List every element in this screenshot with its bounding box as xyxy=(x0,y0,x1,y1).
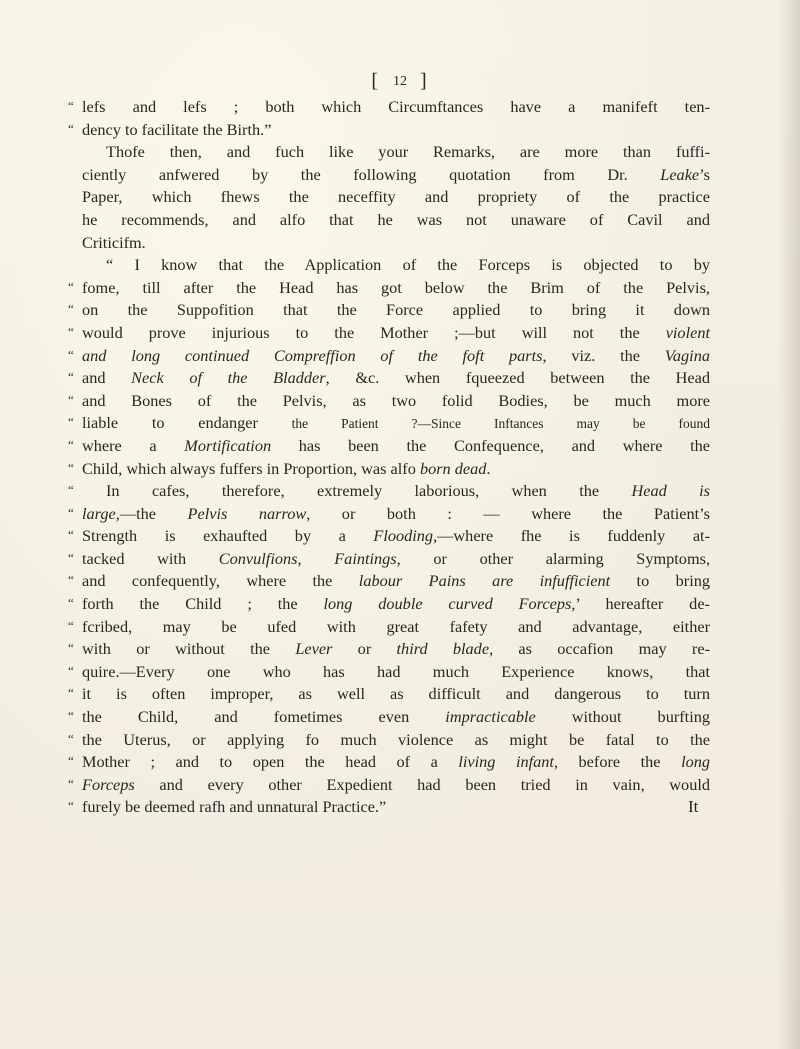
line-text: lefs and lefs ; both which Circumftances have a manifeft ten- xyxy=(82,97,710,116)
quote-mark: “ xyxy=(68,120,74,136)
text-line xyxy=(68,774,710,797)
line-text: quire.—Every one who has had much Experience knows, that xyxy=(82,661,710,681)
text-line xyxy=(68,570,710,593)
right-bracket: ] xyxy=(420,70,429,92)
quote-mark: “ xyxy=(68,595,74,611)
text-line xyxy=(68,435,711,458)
quote-mark: “ xyxy=(68,414,74,430)
quote-mark: “ xyxy=(68,798,74,814)
text-line xyxy=(68,367,710,390)
line-text: Forceps and every other Expedient had been tried in vain, would xyxy=(82,774,710,794)
text-line xyxy=(68,525,711,548)
line-text: the Uterus, or applying fo much violence as might be fatal to the xyxy=(82,729,710,749)
text-line xyxy=(68,458,710,481)
quote-mark: “ xyxy=(68,504,74,520)
text-line xyxy=(68,729,710,752)
quote-mark: “ xyxy=(68,278,74,294)
quote-mark: “ xyxy=(68,436,74,452)
line-text: furely be deemed rafh and unnatural Practice.” xyxy=(82,797,387,817)
text-line xyxy=(68,751,711,774)
text-line xyxy=(68,503,711,526)
page-number: 12 xyxy=(393,74,407,89)
quote-mark: “ xyxy=(68,572,74,588)
quote-mark: “ xyxy=(68,753,74,769)
line-text: the Child, and fometimes even impracticable without burfting xyxy=(82,707,711,727)
line-text: he recommends, and alfo that he was not unaware of Cavil and xyxy=(82,209,710,229)
text-line xyxy=(68,683,710,706)
text-line xyxy=(68,119,710,142)
line-text: with or without the Lever or third blade, as occafion may re- xyxy=(82,639,710,659)
body-text xyxy=(68,96,711,819)
text-line xyxy=(68,345,710,368)
line-text: dency to facilitate the Birth.” xyxy=(82,119,272,139)
text-line xyxy=(68,412,710,435)
line-text: “ I know that the Application of the Forceps is objected to by xyxy=(106,255,710,275)
text-line xyxy=(68,299,710,322)
line-text: Thofe then, and fuch like your Remarks, are more than fuffi- xyxy=(106,142,710,162)
catchword: It xyxy=(688,797,699,816)
line-text: liable to endanger the Patient ?—Since Inftances may be found xyxy=(82,413,710,433)
quote-mark: “ xyxy=(68,482,74,498)
quote-mark: “ xyxy=(68,685,74,701)
line-text: and confequently, where the labour Pains are infufficient to bring xyxy=(82,571,710,591)
line-text: it is often improper, as well as difficult and dangerous to turn xyxy=(82,684,710,704)
quote-mark: “ xyxy=(68,708,74,724)
page-edge-shadow xyxy=(778,0,800,1049)
quote-mark: “ xyxy=(68,301,74,317)
text-line xyxy=(68,96,710,119)
line-text: would prove injurious to the Mother ;—but will not the violent xyxy=(82,322,710,342)
line-text: on the Suppofition that the Force applied to bring it down xyxy=(82,300,710,320)
quote-mark: “ xyxy=(68,730,74,746)
text-line xyxy=(68,322,710,345)
text-line xyxy=(82,209,710,232)
quote-mark: “ xyxy=(68,617,74,633)
line-text: In cafes, therefore, extremely laborious, when the Head is xyxy=(106,481,710,501)
quote-mark: “ xyxy=(68,98,74,113)
line-text: and Bones of the Pelvis, as two folid Bodies, be much more xyxy=(82,390,710,410)
line-text: Mother ; and to open the head of a living infant, before the long xyxy=(82,752,711,772)
quote-mark: “ xyxy=(68,459,74,475)
text-line xyxy=(68,277,710,300)
text-line xyxy=(68,796,710,819)
text-line xyxy=(68,548,711,571)
line-text: fome, till after the Head has got below the Brim of the Pelvis, xyxy=(82,277,710,297)
text-line xyxy=(82,141,710,164)
line-text: large,—the Pelvis narrow, or both : — where the Patient’s xyxy=(82,503,711,523)
text-line xyxy=(68,593,710,616)
line-text: and long continued Compreffion of the foft parts, viz. the Vagina xyxy=(82,345,710,365)
left-bracket: [ xyxy=(371,70,380,92)
quote-mark: “ xyxy=(68,323,74,339)
text-line xyxy=(82,186,710,209)
text-line xyxy=(82,254,710,277)
line-text: fcribed, may be ufed with great fafety and advantage, either xyxy=(82,616,710,636)
line-text: Paper, which fhews the neceffity and propriety of the practice xyxy=(82,187,710,207)
text-line xyxy=(82,164,710,187)
text-line xyxy=(68,390,710,413)
quote-mark: “ xyxy=(68,527,74,543)
running-head xyxy=(0,70,800,93)
line-text: Strength is exhaufted by a Flooding,—where fhe is fuddenly at- xyxy=(82,526,711,546)
quote-mark: “ xyxy=(68,640,74,656)
text-line xyxy=(68,638,710,661)
quote-mark: “ xyxy=(68,775,74,791)
quote-mark: “ xyxy=(68,391,74,407)
quote-mark: “ xyxy=(68,549,74,565)
line-text: where a Mortification has been the Confequence, and where the xyxy=(82,435,711,455)
text-line xyxy=(68,706,711,729)
line-text: Criticifm. xyxy=(82,232,146,252)
line-text: forth the Child ; the long double curved Forceps,’ hereafter de- xyxy=(82,594,710,614)
line-text: ciently anfwered by the following quotation from Dr. Leake’s xyxy=(82,164,710,184)
quote-mark: “ xyxy=(68,346,74,362)
line-text: tacked with Convulfions, Faintings, or other alarming Symptoms, xyxy=(82,548,711,568)
line-text: and Neck of the Bladder, &c. when fqueezed between the Head xyxy=(82,368,710,388)
line-text: Child, which always fuffers in Proportion, was alfo born dead. xyxy=(82,458,491,478)
quote-mark: “ xyxy=(68,369,74,385)
text-line xyxy=(68,661,710,684)
text-line xyxy=(82,232,710,255)
text-line xyxy=(68,616,710,639)
quote-mark: “ xyxy=(68,662,74,678)
text-line xyxy=(68,480,710,503)
